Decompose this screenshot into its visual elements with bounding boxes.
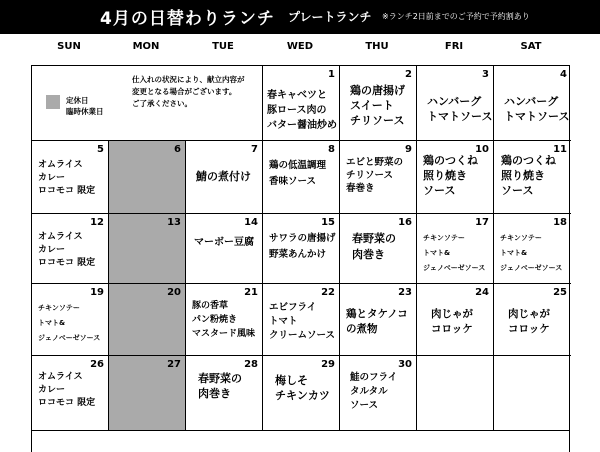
menu-line: ロコモコ 限定 bbox=[38, 398, 96, 408]
menu-line: マスタード風味 bbox=[192, 329, 256, 339]
menu-line: バター醤油炒め bbox=[267, 120, 337, 131]
menu-line: スイート bbox=[350, 99, 394, 112]
menu-line: トマトソース bbox=[504, 110, 570, 123]
notice-line: 変更となる場合がございます。 bbox=[132, 87, 237, 96]
menu-line: チリソース bbox=[350, 114, 405, 127]
day-number: 1 bbox=[328, 69, 335, 80]
menu-text bbox=[501, 153, 556, 198]
closed-day-swatch bbox=[46, 95, 60, 109]
day-cell bbox=[186, 214, 263, 284]
day-number: 26 bbox=[90, 359, 104, 370]
day-cell bbox=[109, 141, 186, 214]
menu-line: チキンソテー bbox=[423, 234, 465, 242]
menu-text bbox=[500, 231, 562, 276]
page-title: 4月の日替わりランチ bbox=[100, 9, 275, 29]
menu-line: 肉巻き bbox=[198, 387, 231, 400]
menu-text bbox=[431, 307, 473, 337]
day-cell bbox=[494, 66, 571, 141]
menu-line: 肉じゃが bbox=[431, 308, 473, 320]
day-number: 25 bbox=[553, 287, 567, 298]
day-cell bbox=[32, 141, 109, 214]
menu-text bbox=[350, 83, 405, 128]
menu-line: サワラの唐揚げ bbox=[269, 233, 336, 244]
notice-line: ご了承ください。 bbox=[132, 99, 192, 108]
menu-line: 香味ソース bbox=[269, 176, 317, 187]
day-number: 22 bbox=[321, 287, 335, 298]
notice-line: 仕入れの状況により、献立内容が bbox=[132, 75, 245, 84]
menu-line: 肉じゃが bbox=[508, 308, 550, 320]
weekday-mon: MON bbox=[132, 41, 160, 52]
reservation-note: ※ランチ2日前までのご予約で予約割あり bbox=[382, 12, 530, 21]
day-number: 30 bbox=[398, 359, 412, 370]
day-number: 16 bbox=[398, 217, 412, 228]
menu-line: ロコモコ 限定 bbox=[38, 258, 96, 268]
day-number: 12 bbox=[90, 217, 104, 228]
day-cell bbox=[417, 141, 494, 214]
menu-change-notice bbox=[132, 74, 245, 110]
day-cell bbox=[186, 356, 263, 430]
menu-line: エビフライ bbox=[269, 302, 317, 313]
weekday-thu: THU bbox=[365, 41, 389, 52]
day-cell bbox=[109, 356, 186, 430]
menu-line: 照り焼き bbox=[423, 169, 467, 182]
day-cell bbox=[263, 66, 340, 141]
day-cell bbox=[417, 214, 494, 284]
menu-line: チキンカツ bbox=[275, 389, 330, 402]
day-number: 15 bbox=[321, 217, 335, 228]
day-cell bbox=[186, 141, 263, 214]
menu-text bbox=[196, 169, 251, 184]
menu-line: トマト& bbox=[38, 319, 66, 327]
day-cell bbox=[340, 141, 417, 214]
day-cell bbox=[32, 214, 109, 284]
menu-line: ハンバーグ bbox=[504, 95, 559, 108]
menu-text bbox=[350, 371, 397, 413]
menu-line: 鶏の低温調理 bbox=[269, 160, 327, 171]
day-number: 23 bbox=[398, 287, 412, 298]
day-cell bbox=[417, 66, 494, 141]
day-cell bbox=[340, 214, 417, 284]
weekday-sun: SUN bbox=[57, 41, 81, 52]
menu-line: エビと野菜の bbox=[346, 157, 404, 168]
menu-line: カレー bbox=[38, 173, 66, 183]
menu-text bbox=[269, 301, 335, 343]
menu-line: 春野菜の bbox=[352, 232, 396, 245]
day-cell bbox=[340, 66, 417, 141]
day-number: 2 bbox=[405, 69, 412, 80]
empty-cell bbox=[494, 356, 571, 430]
menu-line: ジェノベーゼソース bbox=[500, 264, 563, 272]
menu-text bbox=[38, 159, 95, 198]
weekday-tue: TUE bbox=[212, 41, 234, 52]
menu-line: 春野菜の bbox=[198, 372, 242, 385]
menu-text bbox=[194, 235, 254, 250]
menu-line: パン粉焼き bbox=[192, 315, 238, 325]
menu-text bbox=[38, 371, 95, 410]
menu-line: チリソース bbox=[346, 170, 394, 181]
legend-closed-label: 定休日 bbox=[66, 96, 89, 105]
day-number: 18 bbox=[553, 217, 567, 228]
legend-temp-closed-label: 臨時休業日 bbox=[66, 107, 104, 116]
day-cell bbox=[32, 284, 109, 356]
day-number: 28 bbox=[244, 359, 258, 370]
day-number: 4 bbox=[560, 69, 567, 80]
menu-line: 春巻き bbox=[346, 183, 375, 194]
day-number: 17 bbox=[475, 217, 489, 228]
menu-text bbox=[198, 371, 242, 401]
menu-line: チキンソテー bbox=[38, 304, 80, 312]
menu-text bbox=[38, 231, 95, 270]
day-number: 8 bbox=[328, 144, 335, 155]
menu-line: オムライス bbox=[38, 232, 83, 242]
menu-line: 鶏とタケノコ bbox=[346, 308, 408, 320]
menu-text bbox=[267, 88, 337, 133]
menu-line: トマト& bbox=[423, 249, 451, 257]
day-number: 14 bbox=[244, 217, 258, 228]
day-number: 6 bbox=[174, 144, 181, 155]
day-number: 13 bbox=[167, 217, 181, 228]
menu-line: トマトソース bbox=[427, 110, 493, 123]
menu-text bbox=[346, 307, 408, 337]
day-number: 27 bbox=[167, 359, 181, 370]
day-number: 20 bbox=[167, 287, 181, 298]
menu-text bbox=[192, 299, 255, 341]
menu-text bbox=[269, 231, 336, 263]
menu-text bbox=[504, 94, 569, 124]
calendar-bottom-margin bbox=[31, 431, 570, 452]
day-number: 7 bbox=[251, 144, 258, 155]
menu-line: トマト bbox=[269, 316, 298, 327]
menu-text bbox=[346, 156, 403, 195]
menu-line: 野菜あんかけ bbox=[269, 249, 327, 260]
day-cell bbox=[340, 284, 417, 356]
menu-line: 梅しそ bbox=[275, 374, 308, 387]
day-number: 9 bbox=[405, 144, 412, 155]
menu-line: チキンソテー bbox=[500, 234, 542, 242]
day-number: 5 bbox=[97, 144, 104, 155]
day-cell bbox=[494, 284, 571, 356]
day-cell bbox=[494, 214, 571, 284]
weekday-fri: FRI bbox=[444, 41, 464, 52]
day-number: 21 bbox=[244, 287, 258, 298]
menu-line: 春キャベツと bbox=[267, 90, 327, 101]
calendar-grid bbox=[31, 65, 570, 431]
day-number: 24 bbox=[475, 287, 489, 298]
menu-text bbox=[269, 158, 326, 190]
menu-line: オムライス bbox=[38, 372, 83, 382]
menu-line: ジェノベーゼソース bbox=[38, 334, 101, 342]
menu-line: 鯖の煮付け bbox=[196, 170, 251, 183]
weekday-sat: SAT bbox=[520, 41, 542, 52]
menu-line: ジェノベーゼソース bbox=[423, 264, 486, 272]
weekday-wed: WED bbox=[286, 41, 314, 52]
menu-line: 肉巻き bbox=[352, 248, 385, 261]
day-cell bbox=[109, 284, 186, 356]
day-number: 3 bbox=[482, 69, 489, 80]
menu-line: クリームソース bbox=[269, 330, 336, 341]
menu-line: の煮物 bbox=[346, 323, 378, 335]
menu-line: 照り焼き bbox=[501, 169, 545, 182]
day-cell bbox=[109, 214, 186, 284]
empty-cell bbox=[417, 356, 494, 430]
day-cell bbox=[417, 284, 494, 356]
day-number: 19 bbox=[90, 287, 104, 298]
menu-text bbox=[352, 231, 396, 263]
menu-line: 鶏のつくね bbox=[423, 154, 478, 167]
menu-line: ソース bbox=[423, 184, 456, 197]
menu-line: ソース bbox=[350, 400, 379, 411]
menu-line: タルタル bbox=[350, 386, 388, 397]
menu-line: カレー bbox=[38, 385, 66, 395]
header-bar bbox=[0, 0, 600, 34]
menu-line: ロコモコ 限定 bbox=[38, 186, 96, 196]
menu-line: 鮭のフライ bbox=[350, 372, 398, 383]
day-cell bbox=[340, 356, 417, 430]
day-number: 11 bbox=[553, 144, 567, 155]
menu-text bbox=[38, 301, 100, 346]
menu-line: ソース bbox=[501, 184, 534, 197]
day-cell bbox=[494, 141, 571, 214]
day-cell bbox=[263, 356, 340, 430]
menu-text bbox=[423, 231, 485, 276]
day-cell bbox=[263, 141, 340, 214]
day-cell bbox=[32, 356, 109, 430]
menu-line: 豚の香草 bbox=[192, 301, 229, 311]
menu-line: オムライス bbox=[38, 160, 83, 170]
menu-line: ハンバーグ bbox=[427, 95, 482, 108]
menu-text bbox=[508, 307, 550, 337]
menu-text bbox=[427, 94, 492, 124]
page-subtitle: プレートランチ bbox=[288, 10, 372, 24]
menu-line: 鶏の唐揚げ bbox=[350, 84, 405, 97]
menu-line: 鶏のつくね bbox=[501, 154, 556, 167]
menu-text bbox=[423, 153, 478, 198]
day-number: 10 bbox=[475, 144, 489, 155]
menu-line: マーボー豆腐 bbox=[194, 237, 254, 248]
menu-text bbox=[275, 373, 330, 403]
day-cell bbox=[263, 284, 340, 356]
menu-line: 豚ロース肉の bbox=[267, 105, 327, 116]
menu-line: トマト& bbox=[500, 249, 528, 257]
menu-line: コロッケ bbox=[431, 323, 473, 335]
menu-line: コロッケ bbox=[508, 323, 550, 335]
day-cell bbox=[186, 284, 263, 356]
day-cell bbox=[263, 214, 340, 284]
legend-cell bbox=[32, 66, 263, 141]
menu-line: カレー bbox=[38, 245, 66, 255]
day-number: 29 bbox=[321, 359, 335, 370]
